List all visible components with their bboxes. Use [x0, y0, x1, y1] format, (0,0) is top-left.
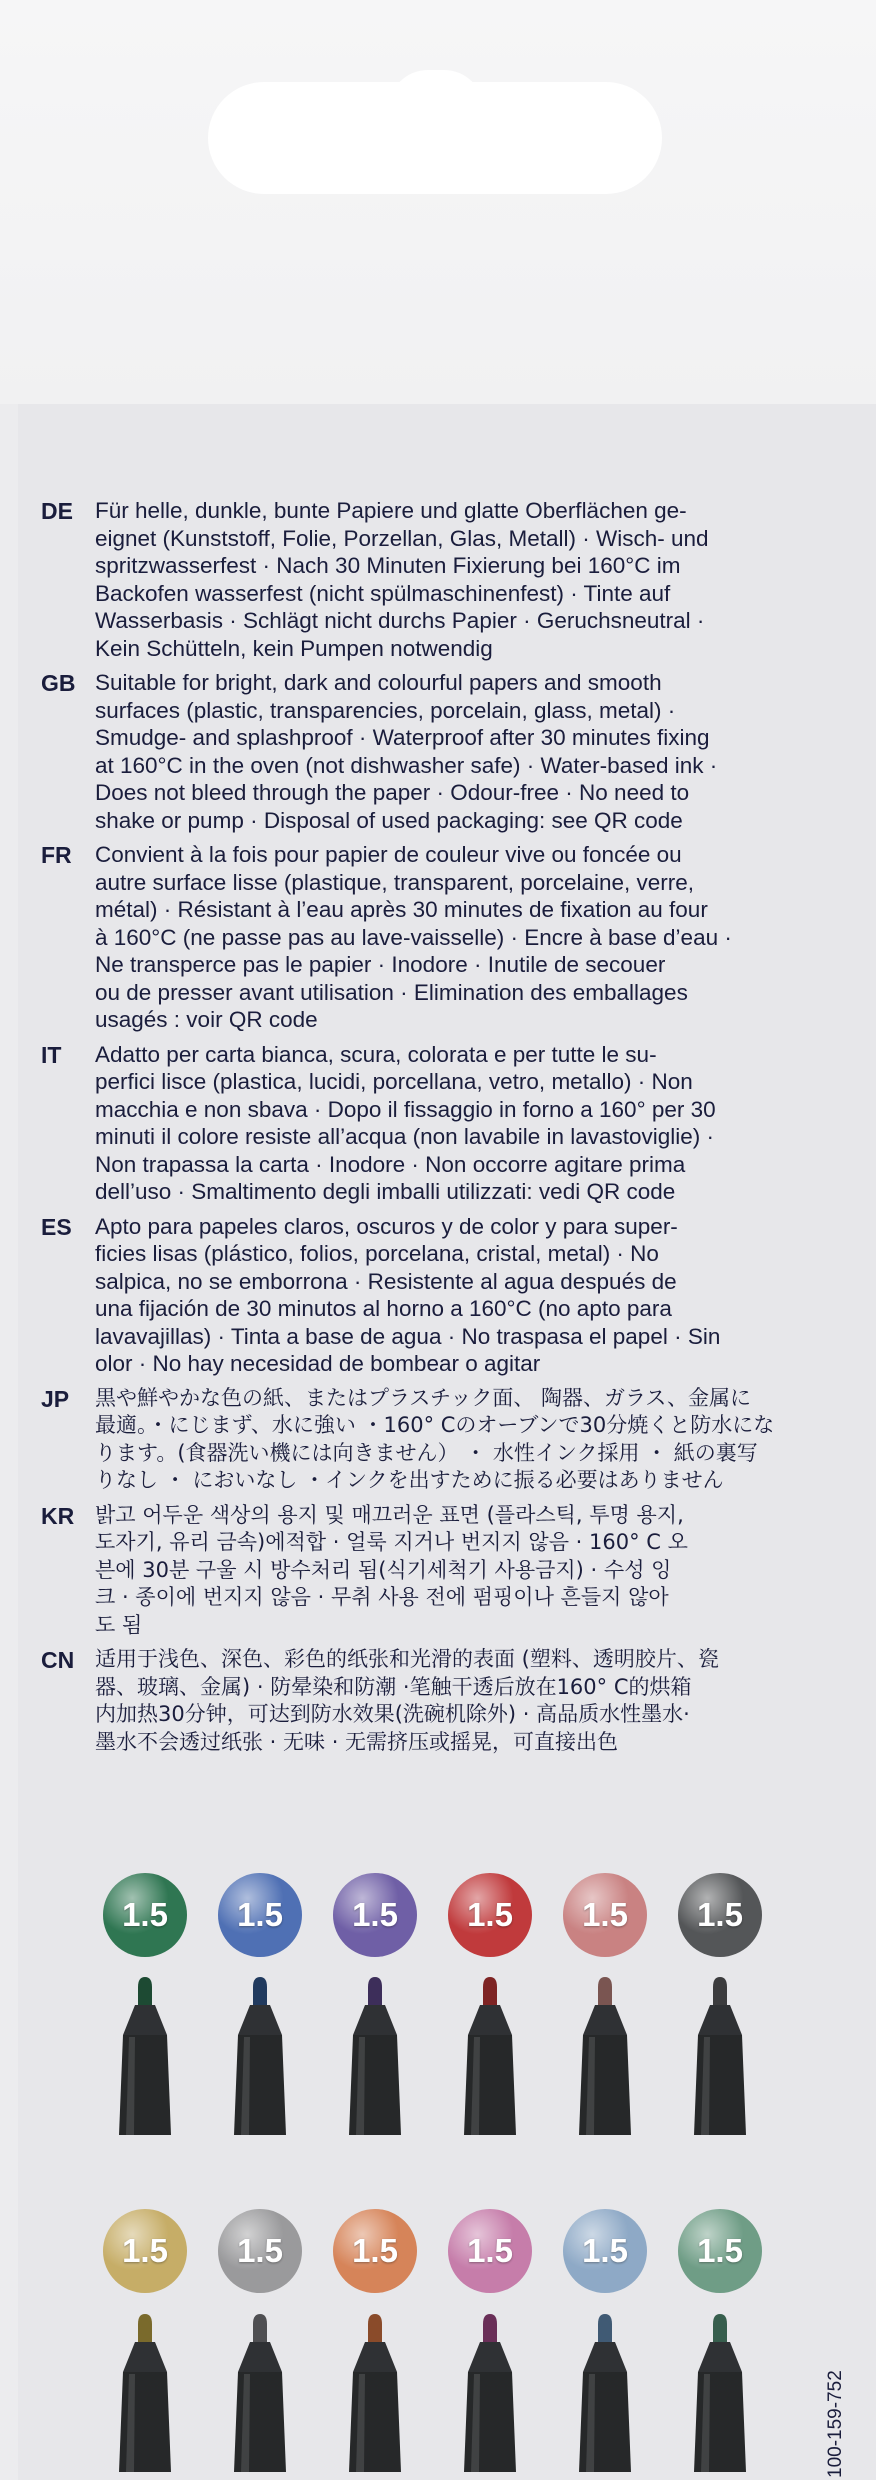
article-number: 100-159-752	[825, 2370, 846, 2478]
line-width-label: 1.5	[697, 1896, 743, 1933]
lang-code: JP	[41, 1385, 70, 1412]
marker-pen-top-1	[105, 1975, 185, 2135]
marker-pen-bottom-2	[220, 2312, 300, 2472]
marker-cone	[238, 2005, 282, 2035]
marker-cap-top-6	[678, 1873, 762, 1957]
lang-code: KR	[41, 1502, 75, 1529]
marker-cone	[123, 2342, 167, 2372]
marker-pen-bottom-3	[335, 2312, 415, 2472]
marker-cone	[698, 2342, 742, 2372]
marker-cone	[123, 2005, 167, 2035]
marker-tip	[598, 1977, 612, 2005]
marker-cap-top-3	[333, 1873, 417, 1957]
lang-text: Adatto per carta bianca, scura, colorata e per tutte le su- perfici lisce (plastica, lucidi, porcellana, vetro, metallo) · Non macchia e non sbava · Dopo il fissaggio in forno a 160° per 30 minuti il colore resiste all’acqua (non lavabile in lavastoviglie) · Non trapassa la carta · Inodore · Non occorre agitare prima dell’uso · Smaltimento degli imballi utilizzati: vedi QR code	[95, 1041, 716, 1204]
marker-pen-bottom-5	[565, 2312, 645, 2472]
lang-text: Suitable for bright, dark and colourful papers and smooth surfaces (plastic, transparencies, porcelain, glass, metal) · Smudge- and splashproof · Waterproof after 30 minutes fixing at 160°C in the oven (not dishwasher safe) · Water-based ink · Does not bleed through the paper · Odour-free · No need to shake or pump · Disposal of used packaging: see QR code	[95, 670, 718, 833]
lang-code: CN	[41, 1647, 75, 1673]
marker-tip	[713, 2314, 727, 2342]
marker-cap-top-5	[563, 1873, 647, 1957]
line-width-label: 1.5	[467, 2232, 513, 2269]
marker-cap-bottom-3	[333, 2209, 417, 2293]
line-width-label: 1.5	[352, 2232, 398, 2269]
marker-pen-bottom-1	[105, 2312, 185, 2472]
marker-tip	[253, 2314, 267, 2342]
lang-code: FR	[41, 842, 72, 868]
marker-cap-bottom-5	[563, 2209, 647, 2293]
marker-pen-top-4	[450, 1975, 530, 2135]
lang-code: DE	[41, 498, 73, 524]
marker-cone	[583, 2342, 627, 2372]
line-width-label: 1.5	[237, 1896, 283, 1933]
marker-cap-bottom-2	[218, 2209, 302, 2293]
lang-text: Convient à la fois pour papier de couleur vive ou foncée ou autre surface lisse (plastique, transparent, porcelaine, verre, métal) · Résistant à l’eau après 30 minutes de fixation au four à 160°C (ne passe pas au lave-vaisselle) · Encre à base d’eau · Ne transperce pas le papier · Inodore · Inutile de secouer ou de presser avant utilisation · Elimination des emballages usagés : voir QR code	[95, 842, 732, 1032]
marker-cap-bottom-4	[448, 2209, 532, 2293]
marker-tip	[713, 1977, 727, 2005]
lang-text: 适用于浅色、深色、彩色的纸张和光滑的表面 (塑料、透明胶片、瓷 器、玻璃、金属) · 防晕染和防潮 ·笔触干透后放在160° C的烘箱 内加热30分钟，可达到防水效果(洗碗机除外) · 高品质水性墨水· 墨水不会透过纸张 · 无味 · 无需挤压或摇晃，可直接出色	[95, 1647, 719, 1754]
marker-cone	[468, 2342, 512, 2372]
marker-pen-top-6	[680, 1975, 760, 2135]
marker-cap-bottom-1	[103, 2209, 187, 2293]
lang-code: ES	[41, 1213, 72, 1240]
lang-text: 밝고 어두운 색상의 용지 및 매끄러운 표면 (플라스틱, 투명 용지, 도자기, 유리 금속)에적합 · 얼룩 지거나 번지지 않음 · 160° C 오 븐에 30분 구울 시 방수처리 됨(식기세척기 사용금지) · 수성 잉 크 · 종이에 번지지 않음 · 무취 사용 전에 펌핑이나 흔들지 않아 도 됨	[95, 1502, 688, 1637]
marker-pen-top-2	[220, 1975, 300, 2135]
marker-pen-top-5	[565, 1975, 645, 2135]
line-width-label: 1.5	[582, 1896, 628, 1933]
marker-tip	[598, 2314, 612, 2342]
lang-text: Für helle, dunkle, bunte Papiere und glatte Oberflächen ge- eignet (Kunststoff, Folie, Porzellan, Glas, Metall) · Wisch- und spritzwasserfest · Nach 30 Minuten Fixierung bei 160°C im Backofen wasserfest (nicht spülmaschinenfest) · Tinte auf Wasserbasis · Schlägt nicht durchs Papier · Geruchsneutral · Kein Schütteln, kein Pumpen notwendig	[95, 498, 709, 661]
line-width-label: 1.5	[352, 1896, 398, 1933]
lang-text: Apto para papeles claros, oscuros y de color y para super- ficies lisas (plástico, folios, porcelana, cristal, metal) · No salpica, no se emborrona · Resistente al agua después de una fijación de 30 minutos al horno a 160°C (no apto para lavavajillas) · Tinta a base de agua · No traspasa el papel · Sin olor · No hay necesidad de bombear o agitar	[95, 1213, 721, 1376]
lang-code: IT	[41, 1041, 62, 1068]
line-width-label: 1.5	[237, 2232, 283, 2269]
marker-tip	[368, 1977, 382, 2005]
marker-cap-top-4	[448, 1873, 532, 1957]
marker-cone	[698, 2005, 742, 2035]
lang-text: 黒や鮮やかな色の紙、またはプラスチック面、 陶器、ガラス、金属に 最適。・にじまず、水に強い ・160° Cのオーブンで30分焼くと防水にな ります。(食器洗い機には向きません） ・ 水性インク採用 ・ 紙の裏写 りなし ・ においなし ・インクを出すために振る必要はありません	[95, 1385, 775, 1492]
marker-cap-bottom-6	[678, 2209, 762, 2293]
line-width-label: 1.5	[697, 2232, 743, 2269]
marker-tip	[138, 2314, 152, 2342]
marker-tip	[138, 1977, 152, 2005]
marker-tip	[483, 2314, 497, 2342]
marker-cap-top-2	[218, 1873, 302, 1957]
marker-cap-top-1	[103, 1873, 187, 1957]
marker-pen-bottom-4	[450, 2312, 530, 2472]
marker-cone	[353, 2342, 397, 2372]
marker-cone	[238, 2342, 282, 2372]
line-width-label: 1.5	[467, 1896, 513, 1933]
marker-cone	[468, 2005, 512, 2035]
marker-pen-bottom-6	[680, 2312, 760, 2472]
marker-cone	[583, 2005, 627, 2035]
marker-cone	[353, 2005, 397, 2035]
marker-tip	[368, 2314, 382, 2342]
marker-tip	[483, 1977, 497, 2005]
line-width-label: 1.5	[582, 2232, 628, 2269]
lang-code: GB	[41, 670, 76, 696]
line-width-label: 1.5	[122, 2232, 168, 2269]
marker-tip	[253, 1977, 267, 2005]
line-width-label: 1.5	[122, 1896, 168, 1933]
marker-pen-top-3	[335, 1975, 415, 2135]
